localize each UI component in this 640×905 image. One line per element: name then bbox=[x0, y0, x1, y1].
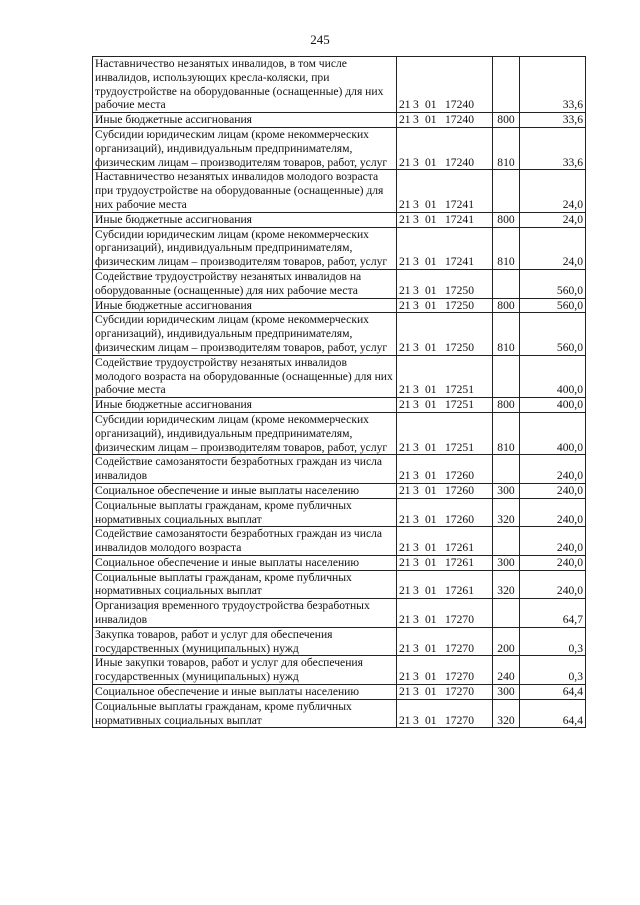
classification-code-cell bbox=[397, 483, 493, 498]
table-row bbox=[93, 127, 586, 169]
classification-code-cell bbox=[397, 269, 493, 298]
code-part-c3: 01 bbox=[425, 641, 437, 655]
code-part-c1: 21 bbox=[399, 283, 411, 297]
code-part-c1: 21 bbox=[399, 398, 411, 412]
classification-code-cell bbox=[397, 212, 493, 227]
item-name-cell: Содействие трудоустройству незанятых инвалидов на оборудованные (оснащенные) для них рабочие места bbox=[93, 269, 397, 298]
classification-code-cell bbox=[397, 699, 493, 728]
table-row bbox=[93, 313, 586, 355]
expense-type-cell bbox=[493, 455, 520, 484]
code-part-c4: 17261 bbox=[445, 541, 474, 555]
item-name-cell: Субсидии юридическим лицам (кроме некоммерческих организаций), индивидуальным предпринимателям, физическим лицам – производителям товаров, работ, услуг bbox=[93, 227, 397, 269]
code-part-c3: 01 bbox=[425, 155, 437, 169]
code-part-c4: 17250 bbox=[445, 340, 474, 354]
code-part-c2: 3 bbox=[413, 541, 419, 555]
code-part-c1: 21 bbox=[399, 685, 411, 699]
code-part-c1: 21 bbox=[399, 212, 411, 226]
classification-code-cell bbox=[397, 498, 493, 527]
item-name-cell: Субсидии юридическим лицам (кроме некоммерческих организаций), индивидуальным предпринимателям, физическим лицам – производителям товаров, работ, услуг bbox=[93, 412, 397, 454]
expense-type-cell: 800 bbox=[493, 298, 520, 313]
table-row bbox=[93, 483, 586, 498]
code-part-c1: 21 bbox=[399, 555, 411, 569]
classification-code-cell bbox=[397, 627, 493, 656]
classification-code-cell bbox=[397, 170, 493, 212]
code-part-c2: 3 bbox=[413, 98, 419, 112]
code-part-c1: 21 bbox=[399, 584, 411, 598]
expense-type-cell bbox=[493, 269, 520, 298]
code-part-c3: 01 bbox=[425, 469, 437, 483]
code-part-c3: 01 bbox=[425, 555, 437, 569]
classification-code-cell bbox=[397, 455, 493, 484]
code-part-c1: 21 bbox=[399, 440, 411, 454]
amount-cell: 560,0 bbox=[520, 313, 586, 355]
code-part-c2: 3 bbox=[413, 155, 419, 169]
amount-cell: 240,0 bbox=[520, 570, 586, 599]
code-part-c2: 3 bbox=[413, 298, 419, 312]
amount-cell: 560,0 bbox=[520, 298, 586, 313]
expense-type-cell: 320 bbox=[493, 498, 520, 527]
code-part-c1: 21 bbox=[399, 113, 411, 127]
expense-type-cell: 800 bbox=[493, 212, 520, 227]
code-part-c1: 21 bbox=[399, 641, 411, 655]
code-part-c2: 3 bbox=[413, 512, 419, 526]
item-name-cell: Социальное обеспечение и иные выплаты населению bbox=[93, 483, 397, 498]
code-part-c2: 3 bbox=[413, 440, 419, 454]
code-part-c1: 21 bbox=[399, 613, 411, 627]
code-part-c4: 17251 bbox=[445, 440, 474, 454]
amount-cell: 240,0 bbox=[520, 498, 586, 527]
page-number: 245 bbox=[310, 32, 330, 47]
code-part-c4: 17251 bbox=[445, 398, 474, 412]
expense-type-cell: 200 bbox=[493, 627, 520, 656]
classification-code-cell bbox=[397, 656, 493, 685]
expense-type-cell: 800 bbox=[493, 113, 520, 128]
code-part-c4: 17240 bbox=[445, 113, 474, 127]
code-part-c2: 3 bbox=[413, 713, 419, 727]
item-name-cell: Иные бюджетные ассигнования bbox=[93, 212, 397, 227]
table-row bbox=[93, 57, 586, 113]
code-part-c3: 01 bbox=[425, 512, 437, 526]
code-part-c4: 17270 bbox=[445, 685, 474, 699]
amount-cell: 0,3 bbox=[520, 656, 586, 685]
code-part-c2: 3 bbox=[413, 641, 419, 655]
code-part-c4: 17270 bbox=[445, 713, 474, 727]
code-part-c4: 17270 bbox=[445, 613, 474, 627]
code-part-c3: 01 bbox=[425, 613, 437, 627]
table-row bbox=[93, 170, 586, 212]
code-part-c4: 17251 bbox=[445, 383, 474, 397]
code-part-c3: 01 bbox=[425, 255, 437, 269]
item-name-cell: Субсидии юридическим лицам (кроме некоммерческих организаций), индивидуальным предпринимателям, физическим лицам – производителям товаров, работ, услуг bbox=[93, 313, 397, 355]
code-part-c3: 01 bbox=[425, 340, 437, 354]
amount-cell: 33,6 bbox=[520, 57, 586, 113]
item-name-cell: Социальные выплаты гражданам, кроме публичных нормативных социальных выплат bbox=[93, 699, 397, 728]
code-part-c1: 21 bbox=[399, 469, 411, 483]
code-part-c2: 3 bbox=[413, 483, 419, 497]
expense-type-cell: 810 bbox=[493, 412, 520, 454]
code-part-c4: 17270 bbox=[445, 641, 474, 655]
item-name-cell: Содействие самозанятости безработных граждан из числа инвалидов bbox=[93, 455, 397, 484]
classification-code-cell bbox=[397, 57, 493, 113]
classification-code-cell bbox=[397, 412, 493, 454]
amount-cell: 400,0 bbox=[520, 412, 586, 454]
code-part-c2: 3 bbox=[413, 255, 419, 269]
amount-cell: 64,7 bbox=[520, 599, 586, 628]
amount-cell: 24,0 bbox=[520, 227, 586, 269]
item-name-cell: Социальные выплаты гражданам, кроме публичных нормативных социальных выплат bbox=[93, 570, 397, 599]
classification-code-cell bbox=[397, 313, 493, 355]
table-row bbox=[93, 699, 586, 728]
item-name-cell: Содействие трудоустройству незанятых инвалидов молодого возраста на оборудованные (оснащенные) для них рабочие места bbox=[93, 355, 397, 397]
table-row bbox=[93, 498, 586, 527]
table-row bbox=[93, 527, 586, 556]
code-part-c2: 3 bbox=[413, 383, 419, 397]
code-part-c1: 21 bbox=[399, 340, 411, 354]
code-part-c4: 17240 bbox=[445, 98, 474, 112]
code-part-c2: 3 bbox=[413, 340, 419, 354]
table-row bbox=[93, 398, 586, 413]
expense-type-cell bbox=[493, 599, 520, 628]
expense-type-cell bbox=[493, 355, 520, 397]
item-name-cell: Иные бюджетные ассигнования bbox=[93, 113, 397, 128]
amount-cell: 33,6 bbox=[520, 127, 586, 169]
code-part-c4: 17250 bbox=[445, 298, 474, 312]
code-part-c3: 01 bbox=[425, 541, 437, 555]
amount-cell: 400,0 bbox=[520, 398, 586, 413]
code-part-c2: 3 bbox=[413, 197, 419, 211]
code-part-c1: 21 bbox=[399, 670, 411, 684]
expense-type-cell: 320 bbox=[493, 699, 520, 728]
item-name-cell: Субсидии юридическим лицам (кроме некоммерческих организаций), индивидуальным предпринимателям, физическим лицам – производителям товаров, работ, услуг bbox=[93, 127, 397, 169]
amount-cell: 33,6 bbox=[520, 113, 586, 128]
classification-code-cell bbox=[397, 355, 493, 397]
code-part-c1: 21 bbox=[399, 255, 411, 269]
code-part-c1: 21 bbox=[399, 98, 411, 112]
table-row bbox=[93, 412, 586, 454]
expense-type-cell: 320 bbox=[493, 570, 520, 599]
code-part-c1: 21 bbox=[399, 298, 411, 312]
classification-code-cell bbox=[397, 527, 493, 556]
code-part-c2: 3 bbox=[413, 685, 419, 699]
table-row bbox=[93, 599, 586, 628]
code-part-c2: 3 bbox=[413, 212, 419, 226]
classification-code-cell bbox=[397, 599, 493, 628]
expense-type-cell: 300 bbox=[493, 483, 520, 498]
classification-code-cell bbox=[397, 298, 493, 313]
code-part-c4: 17241 bbox=[445, 197, 474, 211]
amount-cell: 240,0 bbox=[520, 455, 586, 484]
item-name-cell: Социальные выплаты гражданам, кроме публичных нормативных социальных выплат bbox=[93, 498, 397, 527]
code-part-c2: 3 bbox=[413, 398, 419, 412]
table-row bbox=[93, 227, 586, 269]
code-part-c3: 01 bbox=[425, 685, 437, 699]
budget-table-body bbox=[93, 57, 586, 728]
code-part-c3: 01 bbox=[425, 197, 437, 211]
expense-type-cell: 300 bbox=[493, 685, 520, 700]
expense-type-cell: 810 bbox=[493, 127, 520, 169]
table-row bbox=[93, 212, 586, 227]
item-name-cell: Наставничество незанятых инвалидов молодого возраста при трудоустройстве на оборудованные (оснащенные) для них рабочие места bbox=[93, 170, 397, 212]
code-part-c4: 17261 bbox=[445, 555, 474, 569]
code-part-c3: 01 bbox=[425, 440, 437, 454]
item-name-cell: Закупка товаров, работ и услуг для обеспечения государственных (муниципальных) нужд bbox=[93, 627, 397, 656]
code-part-c2: 3 bbox=[413, 555, 419, 569]
code-part-c3: 01 bbox=[425, 113, 437, 127]
item-name-cell: Иные закупки товаров, работ и услуг для обеспечения государственных (муниципальных) нужд bbox=[93, 656, 397, 685]
expense-type-cell: 300 bbox=[493, 555, 520, 570]
item-name-cell: Наставничество незанятых инвалидов, в том числе инвалидов, использующих кресла-коляски, при трудоустройстве на оборудованные (оснащенные) для них рабочие места bbox=[93, 57, 397, 113]
code-part-c3: 01 bbox=[425, 713, 437, 727]
table-row bbox=[93, 555, 586, 570]
classification-code-cell bbox=[397, 398, 493, 413]
classification-code-cell bbox=[397, 570, 493, 599]
table-row bbox=[93, 269, 586, 298]
expense-type-cell: 240 bbox=[493, 656, 520, 685]
item-name-cell: Социальное обеспечение и иные выплаты населению bbox=[93, 685, 397, 700]
amount-cell: 400,0 bbox=[520, 355, 586, 397]
amount-cell: 560,0 bbox=[520, 269, 586, 298]
code-part-c3: 01 bbox=[425, 212, 437, 226]
classification-code-cell bbox=[397, 113, 493, 128]
code-part-c2: 3 bbox=[413, 113, 419, 127]
table-row bbox=[93, 455, 586, 484]
item-name-cell: Организация временного трудоустройства безработных инвалидов bbox=[93, 599, 397, 628]
code-part-c4: 17260 bbox=[445, 483, 474, 497]
code-part-c3: 01 bbox=[425, 283, 437, 297]
code-part-c3: 01 bbox=[425, 584, 437, 598]
amount-cell: 24,0 bbox=[520, 212, 586, 227]
code-part-c4: 17270 bbox=[445, 670, 474, 684]
expense-type-cell bbox=[493, 170, 520, 212]
amount-cell: 0,3 bbox=[520, 627, 586, 656]
code-part-c2: 3 bbox=[413, 584, 419, 598]
classification-code-cell bbox=[397, 227, 493, 269]
code-part-c4: 17250 bbox=[445, 283, 474, 297]
amount-cell: 64,4 bbox=[520, 699, 586, 728]
code-part-c3: 01 bbox=[425, 383, 437, 397]
amount-cell: 24,0 bbox=[520, 170, 586, 212]
code-part-c4: 17241 bbox=[445, 212, 474, 226]
table-row bbox=[93, 355, 586, 397]
code-part-c2: 3 bbox=[413, 670, 419, 684]
expense-type-cell bbox=[493, 527, 520, 556]
amount-cell: 240,0 bbox=[520, 527, 586, 556]
table-row bbox=[93, 113, 586, 128]
table-row bbox=[93, 570, 586, 599]
amount-cell: 240,0 bbox=[520, 555, 586, 570]
code-part-c3: 01 bbox=[425, 398, 437, 412]
table-row bbox=[93, 627, 586, 656]
item-name-cell: Содействие самозанятости безработных граждан из числа инвалидов молодого возраста bbox=[93, 527, 397, 556]
table-row bbox=[93, 656, 586, 685]
code-part-c4: 17241 bbox=[445, 255, 474, 269]
code-part-c3: 01 bbox=[425, 670, 437, 684]
table-row bbox=[93, 298, 586, 313]
expense-type-cell: 810 bbox=[493, 227, 520, 269]
code-part-c1: 21 bbox=[399, 155, 411, 169]
code-part-c1: 21 bbox=[399, 541, 411, 555]
code-part-c3: 01 bbox=[425, 298, 437, 312]
code-part-c3: 01 bbox=[425, 483, 437, 497]
expense-type-cell bbox=[493, 57, 520, 113]
code-part-c2: 3 bbox=[413, 613, 419, 627]
amount-cell: 64,4 bbox=[520, 685, 586, 700]
code-part-c1: 21 bbox=[399, 383, 411, 397]
code-part-c4: 17260 bbox=[445, 469, 474, 483]
item-name-cell: Иные бюджетные ассигнования bbox=[93, 398, 397, 413]
classification-code-cell bbox=[397, 685, 493, 700]
item-name-cell: Социальное обеспечение и иные выплаты населению bbox=[93, 555, 397, 570]
code-part-c4: 17261 bbox=[445, 584, 474, 598]
budget-table bbox=[92, 56, 586, 728]
classification-code-cell bbox=[397, 127, 493, 169]
code-part-c1: 21 bbox=[399, 483, 411, 497]
item-name-cell: Иные бюджетные ассигнования bbox=[93, 298, 397, 313]
code-part-c2: 3 bbox=[413, 469, 419, 483]
code-part-c4: 17260 bbox=[445, 512, 474, 526]
classification-code-cell bbox=[397, 555, 493, 570]
expense-type-cell: 810 bbox=[493, 313, 520, 355]
code-part-c1: 21 bbox=[399, 197, 411, 211]
code-part-c2: 3 bbox=[413, 283, 419, 297]
amount-cell: 240,0 bbox=[520, 483, 586, 498]
expense-type-cell: 800 bbox=[493, 398, 520, 413]
code-part-c1: 21 bbox=[399, 512, 411, 526]
code-part-c4: 17240 bbox=[445, 155, 474, 169]
code-part-c1: 21 bbox=[399, 713, 411, 727]
table-row bbox=[93, 685, 586, 700]
code-part-c3: 01 bbox=[425, 98, 437, 112]
